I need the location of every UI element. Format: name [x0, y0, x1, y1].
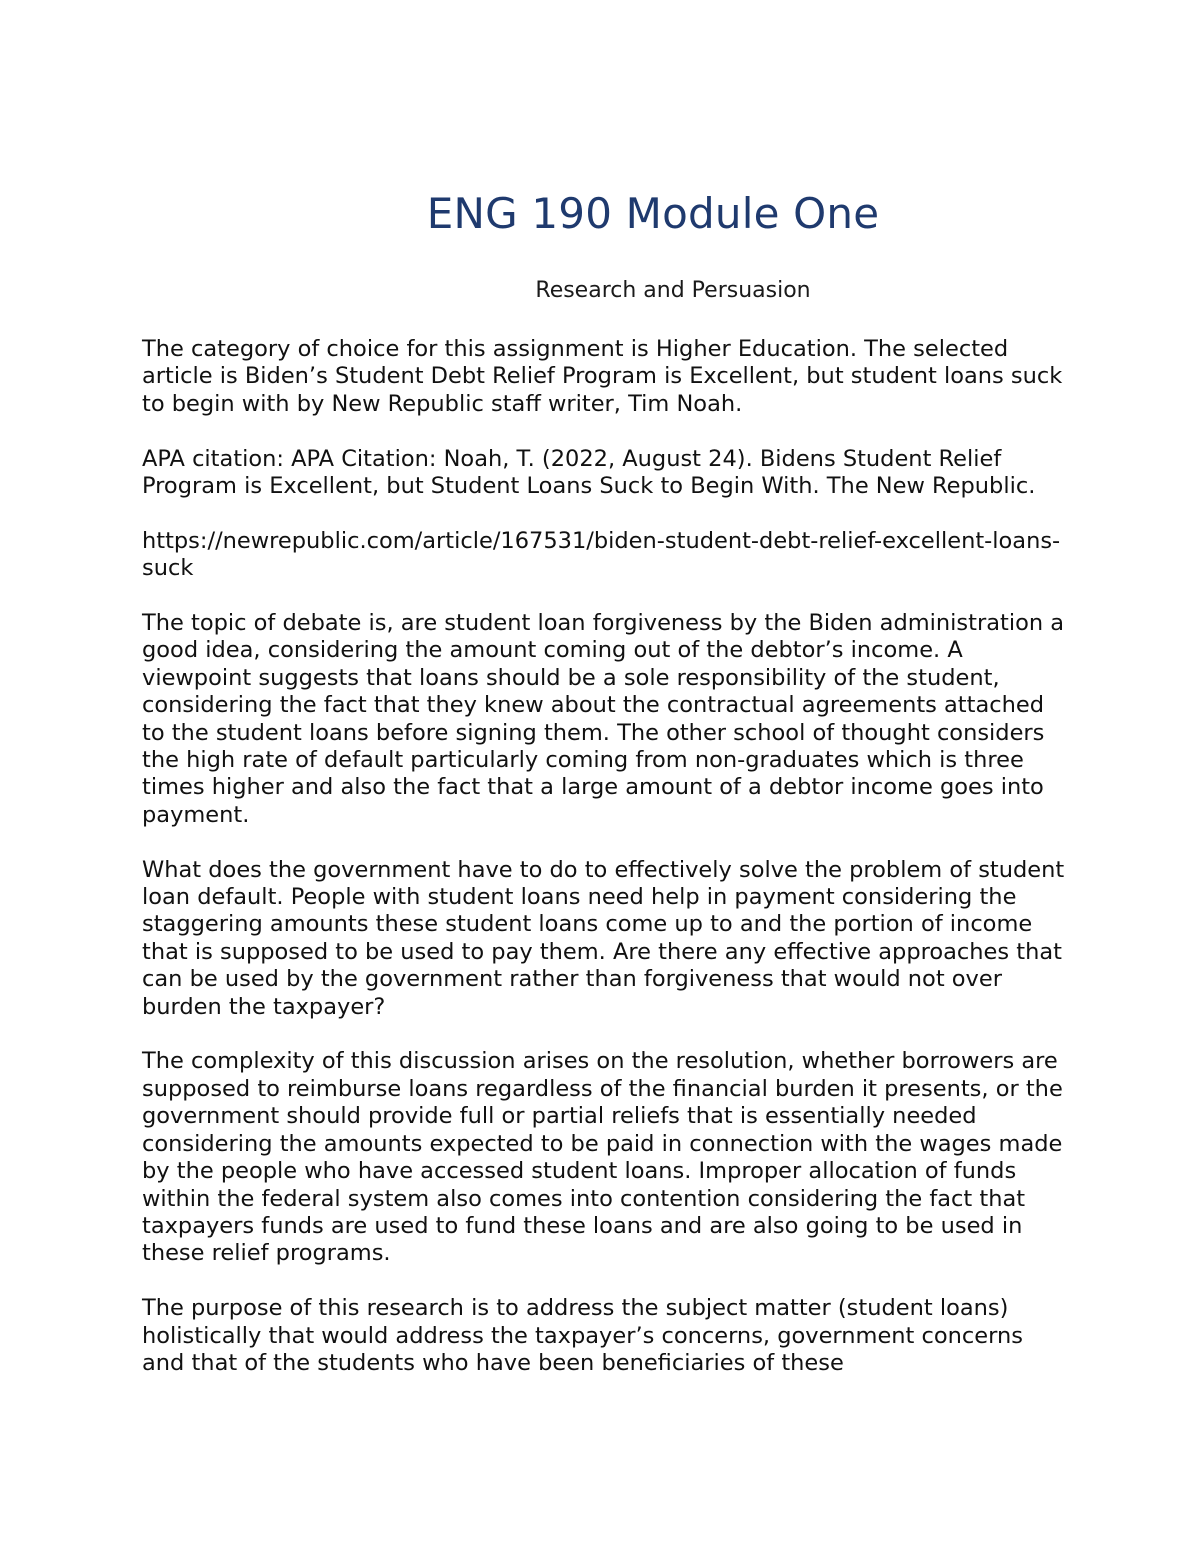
paragraph-intro: The category of choice for this assignment is Higher Education. The selected article is Biden’s Student Debt Relief Program is Excellent, but student loans suck to begin with by New Republic staff writer, Tim Noah. — [142, 336, 1063, 417]
paragraph-purpose: The purpose of this research is to address the subject matter (student loans) holistically that would address the taxpayer’s concerns, government concerns and that of the students who have been beneficiaries of these — [142, 1295, 1023, 1376]
document-subtitle: Research and Persuasion — [535, 278, 811, 303]
document-body — [142, 336, 1067, 1405]
document-title: ENG 190 Module One — [426, 189, 880, 238]
article-url: https://newrepublic.com/article/167531/biden-student-debt-relief-excellent-loans-suck — [142, 527, 1061, 582]
paragraph-question: What does the government have to do to effectively solve the problem of student loan default. People with student loans need help in payment considering the staggering amounts these student loans come up to and the portion of income that is supposed to be used to pay them. Are there any effective approaches that can be used by the government rather than forgiveness that would not over burden the taxpayer? — [142, 856, 1065, 1020]
paragraph-complexity: The complexity of this discussion arises on the resolution, whether borrowers are supposed to reimburse loans regardless of the financial burden it presents, or the government should provide full or partial reliefs that is essentially needed considering the amounts expected to be paid in connection with the wages made by the people who have accessed student loans. Improper allocation of funds within the federal system also comes into contention considering the fact that taxpayers funds are used to fund these loans and are also going to be used in these relief programs. — [142, 1048, 1063, 1267]
paragraph-citation: APA citation: APA Citation: Noah, T. (2022, August 24). Bidens Student Relief Program is Excellent, but Student Loans Suck to Begin With. The New Republic. — [142, 445, 1036, 500]
paragraph-topic: The topic of debate is, are student loan forgiveness by the Biden administration a good idea, considering the amount coming out of the debtor’s income. A viewpoint suggests that loans should be a sole responsibility of the student, considering the fact that they knew about the contractual agreements attached to the student loans before signing them. The other school of thought considers the high rate of default particularly coming from non-graduates which is three times higher and also the fact that a large amount of a debtor income goes into payment. — [142, 610, 1065, 828]
